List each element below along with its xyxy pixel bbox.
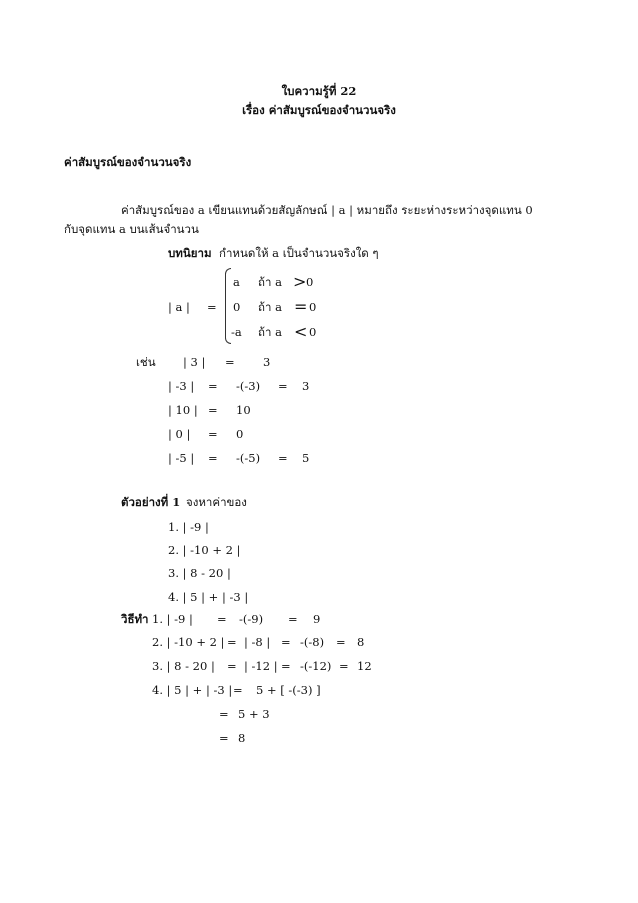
solution-row-4-step: 5 + [ -(-3) ]	[256, 683, 321, 697]
solution-row-1-eq: =	[217, 612, 227, 626]
solution-row-3-eq3: =	[339, 659, 349, 673]
solution-row-2-step2: -(-8)	[300, 635, 325, 649]
solution-cont-1-val: 5 + 3	[238, 707, 270, 721]
case-3-rel: <	[294, 322, 308, 341]
page-title: ใบความรู้ที่ 22	[281, 84, 357, 98]
solution-cont-2-eq: =	[219, 731, 229, 745]
definition-lhs: | a |	[168, 300, 190, 314]
case-3-value: -a	[231, 325, 242, 339]
solution-row-2-eq3: =	[336, 635, 346, 649]
solution-row-1-step: -(-9)	[239, 612, 264, 626]
example-row-1-mid: 3	[263, 355, 271, 369]
page-subtitle: เรื่อง ค่าสัมบูรณ์ของจำนวนจริง	[242, 103, 396, 117]
example-row-5-mid: -(-5)	[236, 451, 261, 465]
solution-row-4-expr: 4. | 5 | + | -3 |	[152, 683, 233, 697]
example-row-2-eq: =	[208, 379, 218, 393]
solution-row-3-eq2: =	[281, 659, 291, 673]
case-3-cond: ถ้า a	[258, 325, 282, 339]
example-row-1-eq: =	[225, 355, 235, 369]
definition-eq: =	[207, 300, 217, 314]
example1-heading: ตัวอย่างที่ 1	[121, 495, 181, 509]
example-row-5-eq: =	[208, 451, 218, 465]
case-2-cond: ถ้า a	[258, 300, 282, 314]
section-heading: ค่าสัมบูรณ์ของจำนวนจริง	[64, 155, 192, 169]
solution-cont-1-eq: =	[219, 707, 229, 721]
solution-row-3-eq: =	[227, 659, 237, 673]
example-row-1-lhs: | 3 |	[183, 355, 206, 369]
example-row-4-eq: =	[208, 427, 218, 441]
example-row-5-lhs: | -5 |	[168, 451, 195, 465]
solution-row-1-expr: 1. | -9 |	[152, 612, 193, 626]
example-row-3-lhs: | 10 |	[168, 403, 198, 417]
example-row-2-res: 3	[302, 379, 310, 393]
definition-text: กำหนดให้ a เป็นจำนวนจริงใด ๆ	[219, 246, 379, 260]
example1-prompt: จงหาค่าของ	[186, 495, 247, 509]
solution-label: วิธีทำ	[121, 612, 149, 626]
definition-label: บทนิยาม	[168, 246, 212, 260]
solution-cont-2-val: 8	[238, 731, 246, 745]
example1-problem-3: 3. | 8 - 20 |	[168, 566, 231, 580]
solution-row-3-expr: 3. | 8 - 20 |	[152, 659, 215, 673]
solution-row-1-res: 9	[313, 612, 321, 626]
solution-row-3-res: 12	[357, 659, 372, 673]
intro-line-2: กับจุดแทน a บนเส้นจำนวน	[64, 222, 199, 236]
case-2-value: 0	[233, 300, 241, 314]
case-2-rel: =	[294, 297, 308, 316]
example1-problem-1: 1. | -9 |	[168, 520, 209, 534]
example-row-3-eq: =	[208, 403, 218, 417]
example1-problem-4: 4. | 5 | + | -3 |	[168, 590, 249, 604]
solution-row-2-res: 8	[357, 635, 365, 649]
example-row-3-mid: 10	[236, 403, 251, 417]
solution-row-3-step2: -(-12)	[300, 659, 332, 673]
example1-problem-2: 2. | -10 + 2 |	[168, 543, 241, 557]
case-1-rel: >	[293, 272, 307, 291]
example-row-2-mid: -(-3)	[236, 379, 261, 393]
example-row-5-eq2: =	[278, 451, 288, 465]
case-1-rhs: 0	[306, 275, 314, 289]
solution-row-1-eq2: =	[288, 612, 298, 626]
solution-row-2-eq2: =	[281, 635, 291, 649]
case-1-cond: ถ้า a	[258, 275, 282, 289]
solution-row-4-eq: =	[233, 683, 243, 697]
examples-label: เช่น	[136, 355, 156, 369]
case-3-rhs: 0	[309, 325, 317, 339]
example-row-4-lhs: | 0 |	[168, 427, 191, 441]
solution-row-2-expr: 2. | -10 + 2 |	[152, 635, 225, 649]
example-row-2-eq2: =	[278, 379, 288, 393]
solution-row-3-step: | -12 |	[244, 659, 278, 673]
solution-row-2-step: | -8 |	[244, 635, 271, 649]
example-row-4-mid: 0	[236, 427, 244, 441]
case-2-rhs: 0	[309, 300, 317, 314]
example-row-5-res: 5	[302, 451, 310, 465]
solution-row-2-eq: =	[227, 635, 237, 649]
example-row-2-lhs: | -3 |	[168, 379, 195, 393]
intro-line-1: ค่าสัมบูรณ์ของ a เขียนแทนด้วยสัญลักษณ์ | a | หมายถึง ระยะห่างระหว่างจุดแทน 0	[121, 203, 533, 217]
case-1-value: a	[233, 275, 240, 289]
